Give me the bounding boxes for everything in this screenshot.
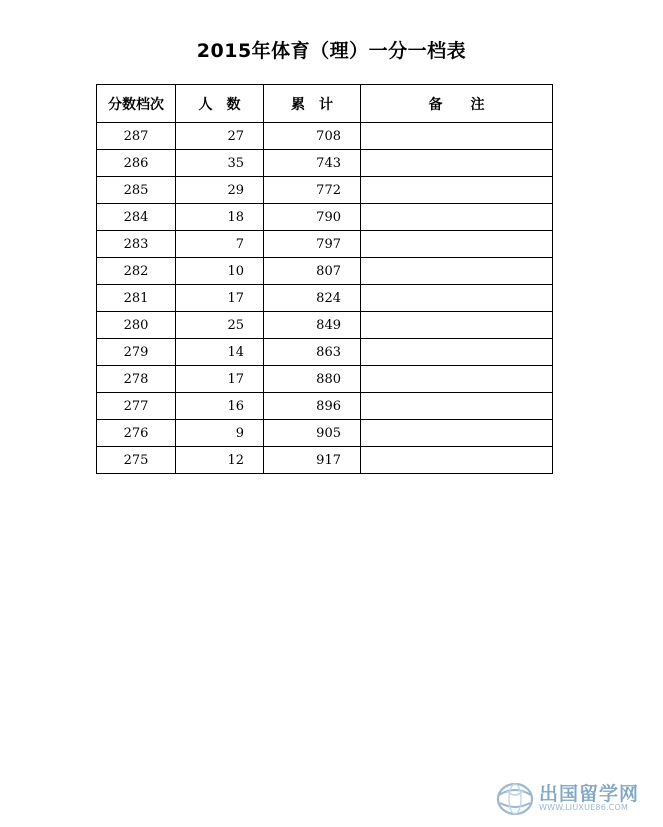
cell-count: 16 <box>176 393 264 420</box>
table-row <box>97 366 553 393</box>
table-row <box>97 204 553 231</box>
table-row <box>97 177 553 204</box>
cell-count: 25 <box>176 312 264 339</box>
cell-note <box>361 420 553 447</box>
cell-note <box>361 123 553 150</box>
cell-note <box>361 231 553 258</box>
cell-score: 282 <box>97 258 176 285</box>
cell-cumulative: 743 <box>264 150 361 177</box>
cell-score: 277 <box>97 393 176 420</box>
cell-count: 7 <box>176 231 264 258</box>
cell-score: 276 <box>97 420 176 447</box>
cell-note <box>361 339 553 366</box>
cell-cumulative: 880 <box>264 366 361 393</box>
cell-note <box>361 150 553 177</box>
cell-count: 10 <box>176 258 264 285</box>
table-row <box>97 393 553 420</box>
score-distribution-table <box>96 84 553 474</box>
cell-count: 12 <box>176 447 264 474</box>
column-header-score: 分数档次 <box>97 85 176 123</box>
cell-count: 14 <box>176 339 264 366</box>
table-row <box>97 258 553 285</box>
cell-score: 281 <box>97 285 176 312</box>
cell-score: 285 <box>97 177 176 204</box>
cell-score: 275 <box>97 447 176 474</box>
cell-note <box>361 204 553 231</box>
cell-score: 278 <box>97 366 176 393</box>
cell-count: 17 <box>176 366 264 393</box>
cell-cumulative: 790 <box>264 204 361 231</box>
table-body <box>97 123 553 474</box>
cell-note <box>361 177 553 204</box>
cell-score: 287 <box>97 123 176 150</box>
cell-cumulative: 824 <box>264 285 361 312</box>
cell-count: 9 <box>176 420 264 447</box>
table-row <box>97 447 553 474</box>
cell-score: 286 <box>97 150 176 177</box>
cell-count: 29 <box>176 177 264 204</box>
cell-count: 17 <box>176 285 264 312</box>
table-header-row <box>97 85 553 123</box>
cell-cumulative: 905 <box>264 420 361 447</box>
cell-cumulative: 849 <box>264 312 361 339</box>
cell-note <box>361 393 553 420</box>
cell-note <box>361 312 553 339</box>
cell-cumulative: 863 <box>264 339 361 366</box>
page-title: 2015年体育（理）一分一档表 <box>196 40 467 62</box>
cell-note <box>361 447 553 474</box>
cell-note <box>361 285 553 312</box>
table-row <box>97 420 553 447</box>
table-row <box>97 339 553 366</box>
watermark-site-name: 出国留学网 <box>539 783 640 805</box>
cell-count: 18 <box>176 204 264 231</box>
watermark-site-url: WWW.LIUXUE86.COM <box>539 803 629 812</box>
table-row <box>97 123 553 150</box>
cell-note <box>361 258 553 285</box>
cell-cumulative: 772 <box>264 177 361 204</box>
site-watermark-logo <box>495 779 655 821</box>
cell-cumulative: 807 <box>264 258 361 285</box>
cell-score: 284 <box>97 204 176 231</box>
cell-note <box>361 366 553 393</box>
cell-count: 35 <box>176 150 264 177</box>
cell-count: 27 <box>176 123 264 150</box>
table-row <box>97 312 553 339</box>
cell-cumulative: 708 <box>264 123 361 150</box>
globe-emblem-icon <box>495 781 535 817</box>
table-row <box>97 231 553 258</box>
cell-score: 283 <box>97 231 176 258</box>
column-header-count: 人 数 <box>176 85 264 123</box>
cell-cumulative: 896 <box>264 393 361 420</box>
column-header-notes: 备 注 <box>361 85 553 123</box>
column-header-cumulative: 累 计 <box>264 85 361 123</box>
cell-score: 279 <box>97 339 176 366</box>
cell-score: 280 <box>97 312 176 339</box>
table-row <box>97 285 553 312</box>
table-row <box>97 150 553 177</box>
cell-cumulative: 797 <box>264 231 361 258</box>
cell-cumulative: 917 <box>264 447 361 474</box>
